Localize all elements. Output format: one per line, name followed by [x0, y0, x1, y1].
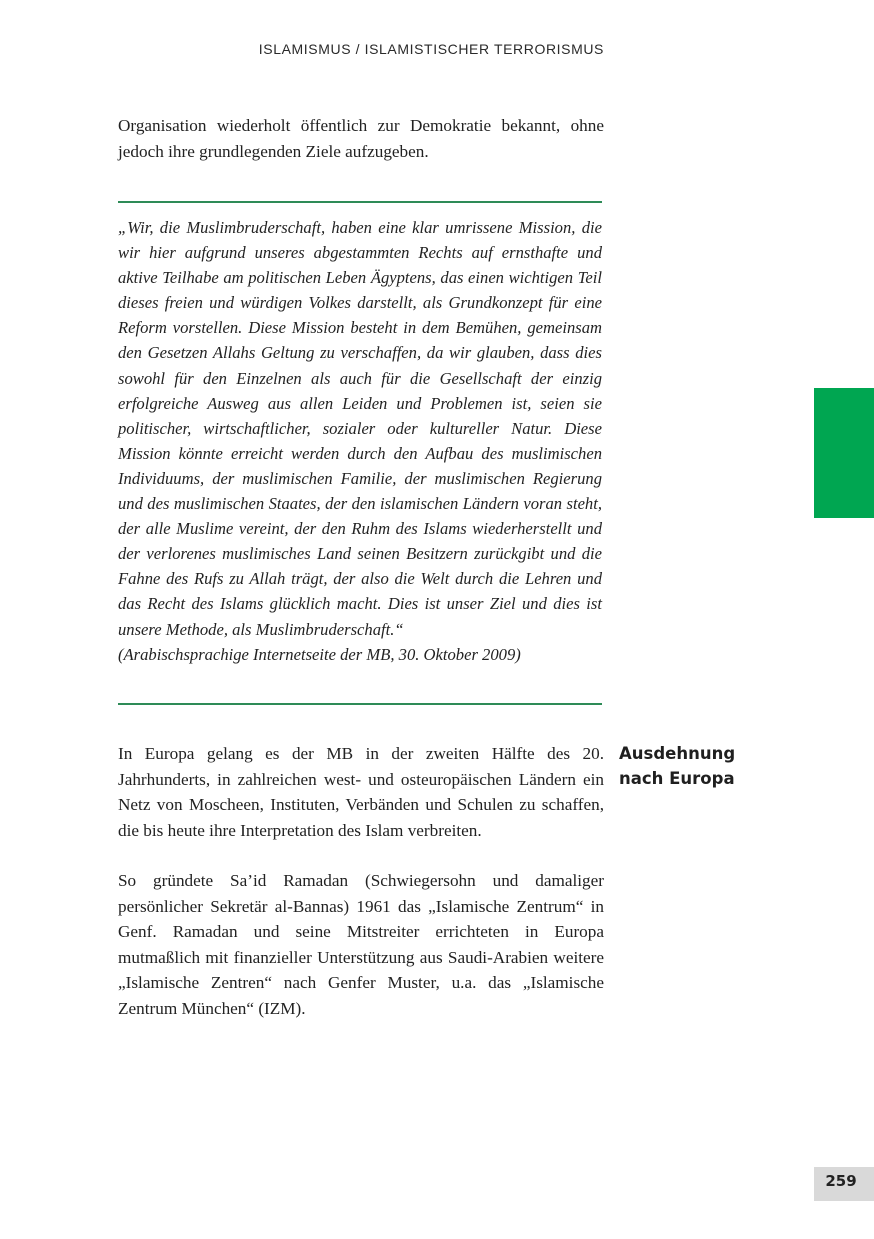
quote-text: „Wir, die Muslimbruderschaft, haben eine klar umrissene Mission, die wir hier aufgrund unseres abgestammten Rechts auf ernsthafte und aktive Teilhabe am politischen Leben Ägyptens, das einen wichtigen Teil dieses freien und würdigen Volkes darstellt, als Grundkonzept für eine Reform vorstellen. Diese Mission besteht in dem Bemühen, gemeinsam den Gesetzen Allahs Geltung zu verschaffen, da wir glauben, dass dies sowohl für den Einzelnen als auch für die Gesellschaft der einzig erfolgreiche Ausweg aus allen Leiden und Problemen ist, seien sie politischer, wirtschaftlicher, sozialer oder kultureller Natur. Diese Mission könnte erreicht werden durch den Aufbau des muslimischen Individuums, der muslimischen Familie, der muslimischen Regierung und des muslimischen Staates, der den islamischen Ländern voran steht, der alle Muslime vereint, der den Ruhm des Islams wiederherstellt und der verlorenes muslimisches Land seinen Besitzern zurückgibt und die Fahne des Rufs zu Allah trägt, der also die Welt durch die Lehren und das Recht des Islams glücklich macht. Dies ist unser Ziel und dies ist unsere Methode, als Muslimbruderschaft.“ — [118, 218, 602, 639]
intro-paragraph: Organisation wiederholt öffentlich zur Demokratie bekannt, ohne jedoch ihre grundlegenden Ziele aufzugeben. — [118, 116, 604, 161]
margin-heading — [619, 741, 759, 791]
margin-heading-line1: Ausdehnung — [619, 744, 736, 763]
chapter-tab — [814, 388, 874, 518]
paragraph-europe: In Europa gelang es der MB in der zweiten Hälfte des 20. Jahrhunderts, in zahlreichen west- und osteuropäischen Ländern ein Netz von Moscheen, Instituten, Verbänden und Schulen zu schaffen, die bis heute ihre Interpretation des Islam verbreiten. — [118, 744, 604, 840]
quote-text-block — [118, 215, 602, 667]
quote-source: (Arabischsprachige Internetseite der MB, 30. Oktober 2009) — [118, 644, 521, 664]
quote-box — [118, 201, 602, 705]
running-head: ISLAMISMUS / ISLAMISTISCHER TERRORISMUS — [258, 41, 604, 57]
margin-heading-line2: nach Europa — [619, 769, 735, 788]
page-number: 259 — [814, 1167, 874, 1201]
paragraph-ramadan: So gründete Sa’id Ramadan (Schwiegersohn und damaliger persönlicher Sekretär al-Bannas) 1961 das „Islamische Zentrum“ in Genf. Ramadan und seine Mitstreiter errichteten in Europa mutmaßlich mit finanzieller Unterstützung aus Saudi-Arabien weitere „Islamische Zentren“ nach Genfer Muster, u.a. das „Islamische Zentrum München“ (IZM). — [118, 871, 604, 1018]
